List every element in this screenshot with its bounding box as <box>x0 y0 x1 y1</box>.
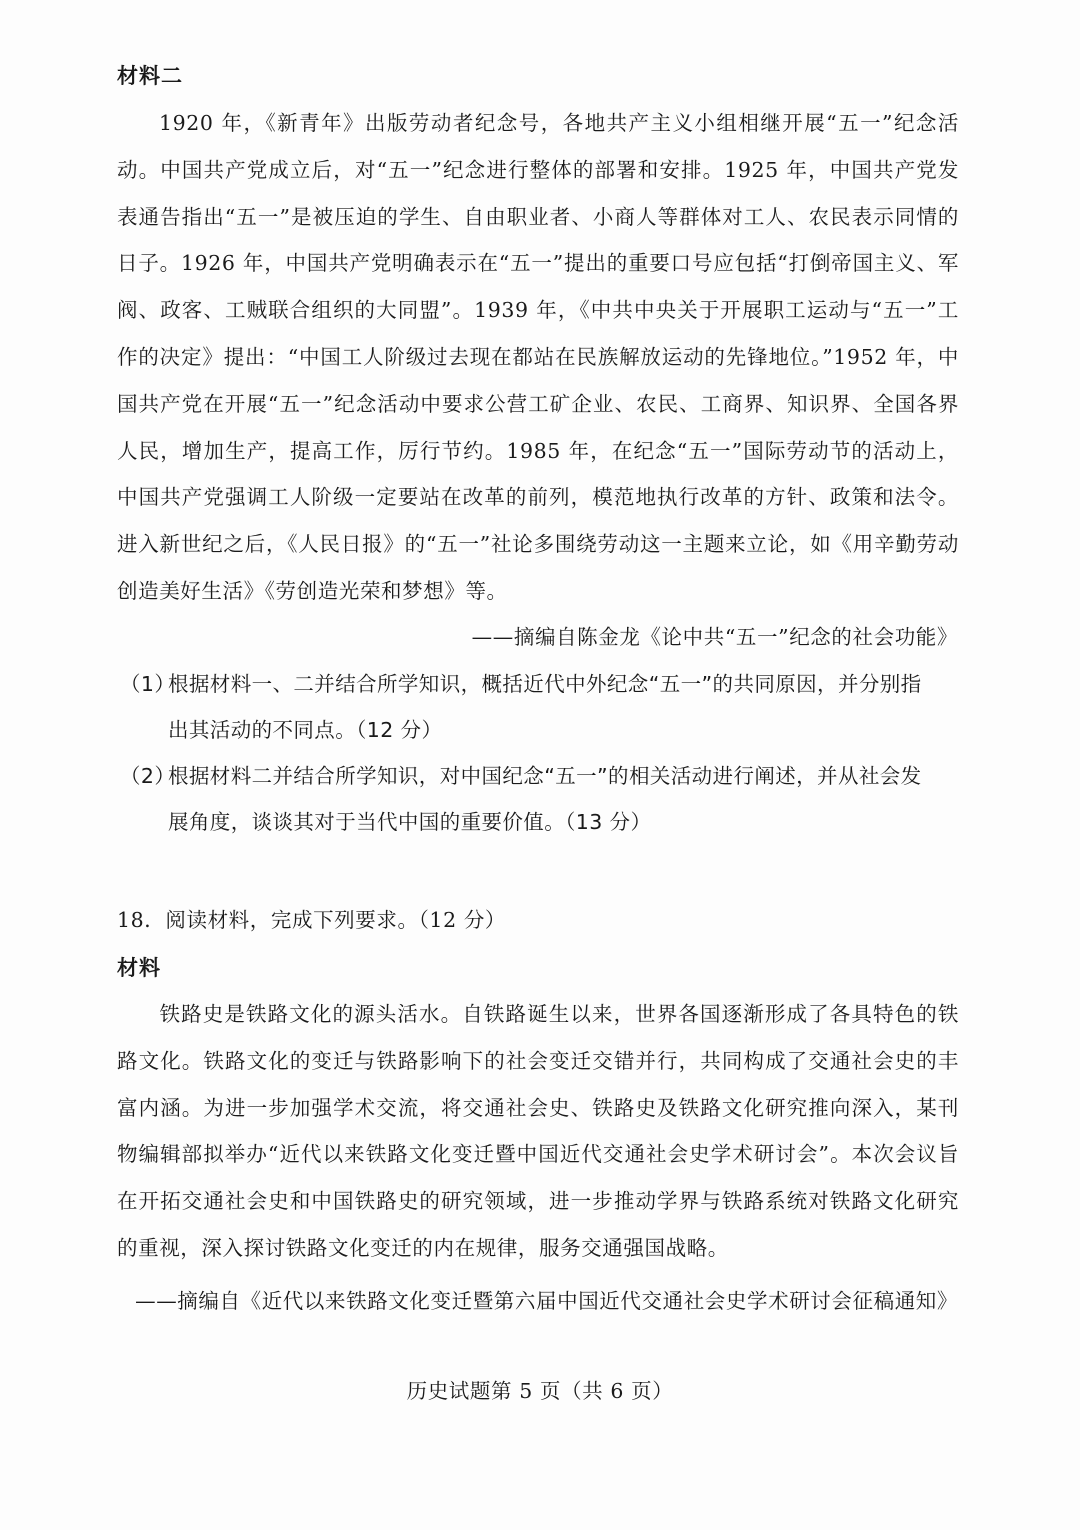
question-2 <box>120 753 960 845</box>
material-two-source: ——摘编自陈金龙《论中共“五一”纪念的社会功能》 <box>471 625 958 649</box>
question-1 <box>120 661 960 753</box>
question-2-line-1: 根据材料二并结合所学知识，对中国纪念“五一”的相关活动进行阐述，并从社会发 <box>168 764 922 788</box>
question-1-number: （1） <box>120 672 176 696</box>
material-two-body <box>117 100 959 615</box>
page-footer: 历史试题第 5 页（共 6 页） <box>406 1379 674 1403</box>
material-body <box>117 991 959 1272</box>
material-heading: 材料 <box>117 956 161 980</box>
material-text: 铁路史是铁路文化的源头活水。自铁路诞生以来，世界各国逐渐形成了各具特色的铁路文化。铁路文化的变迁与铁路影响下的社会变迁交错并行，共同构成了交通社会史的丰富内涵。为进一步加强学术交流，将交通社会史、铁路史及铁路文化研究推向深入，某刊物编辑部拟举办“近代以来铁路文化变迁暨中国近代交通社会史学术研讨会”。本次会议旨在开拓交通社会史和中国铁路史的研究领域，进一步推动学界与铁路系统对铁路文化研究的重视，深入探讨铁路文化变迁的内在规律，服务交通强国战略。 <box>117 1002 959 1260</box>
question-1-line-2: 出其活动的不同点。（12 分） <box>168 718 443 742</box>
question-18-title: 18．阅读材料，完成下列要求。（12 分） <box>117 908 507 932</box>
question-2-number: （2） <box>120 764 176 788</box>
material-two-heading: 材料二 <box>117 64 183 88</box>
question-1-line-1: 根据材料一、二并结合所学知识，概括近代中外纪念“五一”的共同原因，并分别指 <box>168 672 922 696</box>
material-source: ——摘编自《近代以来铁路文化变迁暨第六届中国近代交通社会史学术研讨会征稿通知》 <box>135 1289 958 1313</box>
material-two-text: 1920 年，《新青年》出版劳动者纪念号，各地共产主义小组相继开展“五一”纪念活动。中国共产党成立后，对“五一”纪念进行整体的部署和安排。1925 年，中国共产党发表通告指出“五一”是被压迫的学生、自由职业者、小商人等群体对工人、农民表示同情的日子。1926 年，中国共产党明确表示在“五一”提出的重要口号应包括“打倒帝国主义、军阀、政客、工贼联合组织的大同盟”。1939 年，《中共中央关于开展职工运动与“五一”工作的决定》提出：“中国工人阶级过去现在都站在民族解放运动的先锋地位。”1952 年，中国共产党在开展“五一”纪念活动中要求公营工矿企业、农民、工商界、知识界、全国各界人民，增加生产，提高工作，厉行节约。1985 年，在纪念“五一”国际劳动节的活动上，中国共产党强调工人阶级一定要站在改革的前列，模范地执行改革的方针、政策和法令。进入新世纪之后，《人民日报》的“五一”社论多围绕劳动这一主题来立论，如《用辛勤劳动创造美好生活》《劳创造光荣和梦想》等。 <box>117 111 959 603</box>
question-2-line-2: 展角度，谈谈其对于当代中国的重要价值。（13 分） <box>168 810 652 834</box>
